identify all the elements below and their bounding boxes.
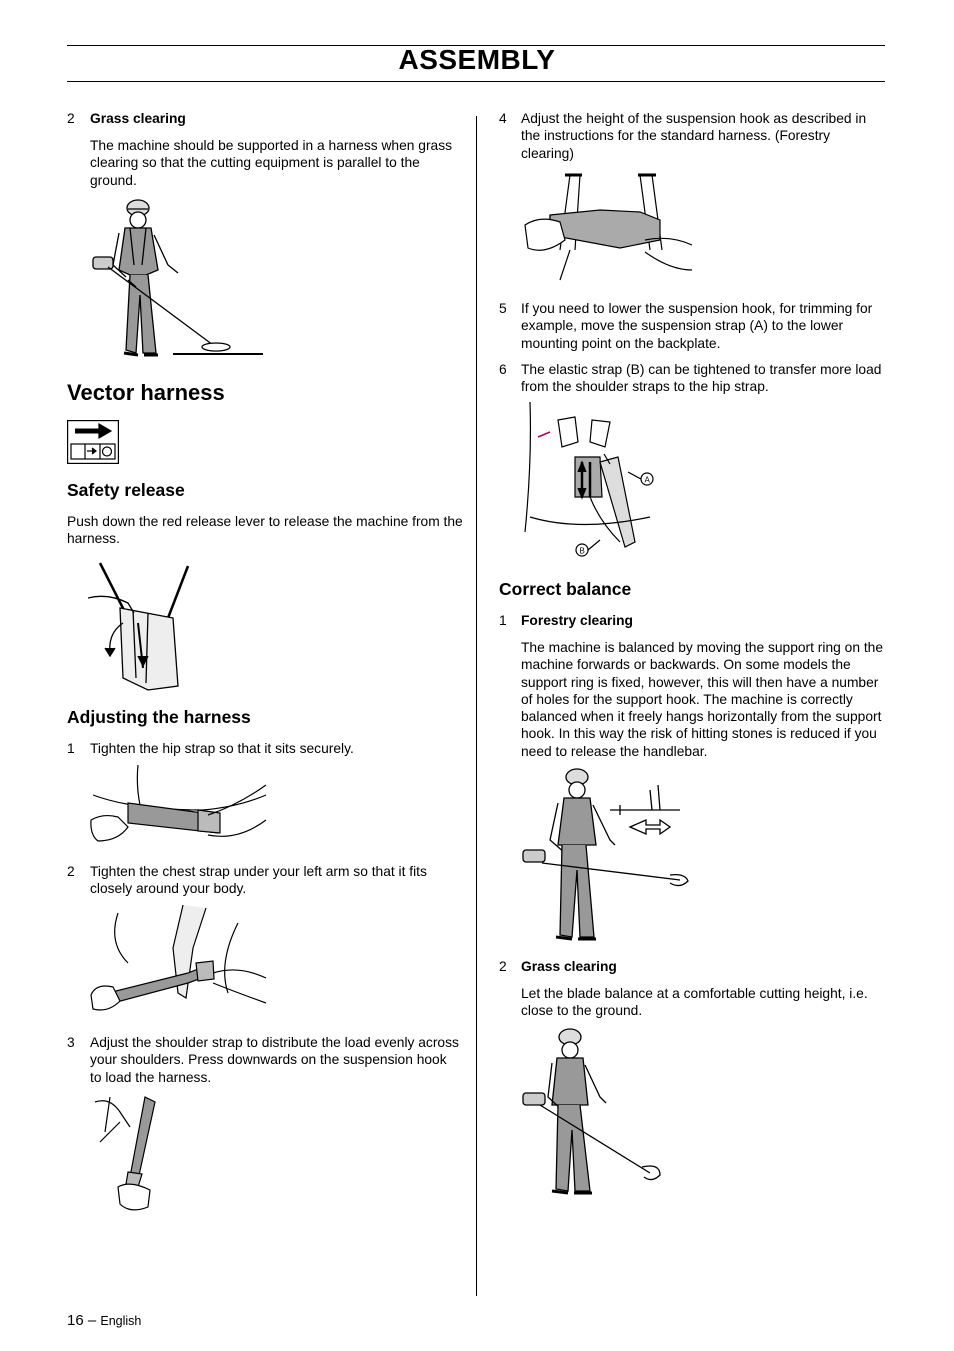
header-bottom-rule: [67, 81, 885, 82]
grass-clearing-title: Grass clearing: [90, 111, 186, 126]
forestry-balance-illustration: [520, 765, 692, 943]
grass-balance-title: Grass clearing: [521, 959, 617, 974]
safety-release-illustration: [88, 558, 198, 693]
step5-number: 5: [499, 301, 507, 316]
grass-clearing-number: 2: [67, 111, 75, 126]
page-footer: [67, 1312, 141, 1329]
safety-release-heading: Safety release: [67, 480, 185, 500]
footer-language: English: [100, 1314, 142, 1328]
grass-balance-text: Let the blade balance at a comfortable cutting height, i.e. close to the ground.: [521, 986, 868, 1019]
grass-balance-number: 2: [499, 959, 507, 974]
forestry-text: The machine is balanced by moving the support ring on the machine forwards or backwards. On some models the support ring is fixed, however, this will then have a number of holes for the support hook. The machine is correctly balanced when it freely hangs horizontally from the support hook. In this way the risk of hitting stones is reduced if you need to release the handlebar.: [521, 640, 883, 759]
adjust-step2-text: Tighten the chest strap under your left arm so that it fits closely around your body.: [90, 864, 427, 897]
page-title: ASSEMBLY: [398, 44, 556, 75]
column-divider: [476, 116, 477, 1296]
label-a: A: [644, 475, 650, 485]
correct-balance-heading: Correct balance: [499, 579, 632, 599]
adjust-step1-number: 1: [67, 741, 75, 756]
reference-icon: [67, 420, 119, 464]
adjust-step3-text: Adjust the shoulder strap to distribute the load evenly across your shoulders. Press downwards on the suspension hook to load the harness.: [90, 1035, 459, 1085]
adjust-step3-number: 3: [67, 1035, 75, 1050]
forestry-title: Forestry clearing: [521, 613, 633, 628]
adjusting-harness-heading: Adjusting the harness: [67, 707, 251, 727]
grass-clearing-illustration: [88, 195, 268, 365]
step4-text: Adjust the height of the suspension hook as described in the instructions for the standard harness. (Forestry clearing): [521, 111, 867, 161]
page-number: 16 –: [67, 1312, 97, 1329]
suspension-hook-illustration: [520, 170, 695, 282]
adjust-step2-number: 2: [67, 864, 75, 879]
forestry-number: 1: [499, 613, 507, 628]
step6-text: The elastic strap (B) can be tightened to transfer more load from the shoulder straps to the hip strap.: [521, 362, 882, 395]
chest-strap-illustration: [88, 903, 270, 1015]
backplate-illustration: [520, 402, 660, 564]
step5-text: If you need to lower the suspension hook, for trimming for example, move the suspension strap (A) to the lower mounting point on the backplate.: [521, 301, 873, 351]
grass-clearing-text: The machine should be supported in a harness when grass clearing so that the cutting equipment is parallel to the ground.: [90, 138, 453, 188]
grass-balance-illustration: [520, 1025, 665, 1197]
label-b: B: [579, 546, 585, 556]
safety-release-text: Push down the red release lever to release the machine from the harness.: [67, 514, 463, 547]
shoulder-strap-illustration: [90, 1092, 162, 1217]
adjust-step1-text: Tighten the hip strap so that it sits securely.: [90, 741, 354, 756]
hip-strap-illustration: [88, 765, 270, 845]
vector-harness-heading: Vector harness: [67, 380, 225, 405]
step6-number: 6: [499, 362, 507, 377]
step4-number: 4: [499, 111, 507, 126]
